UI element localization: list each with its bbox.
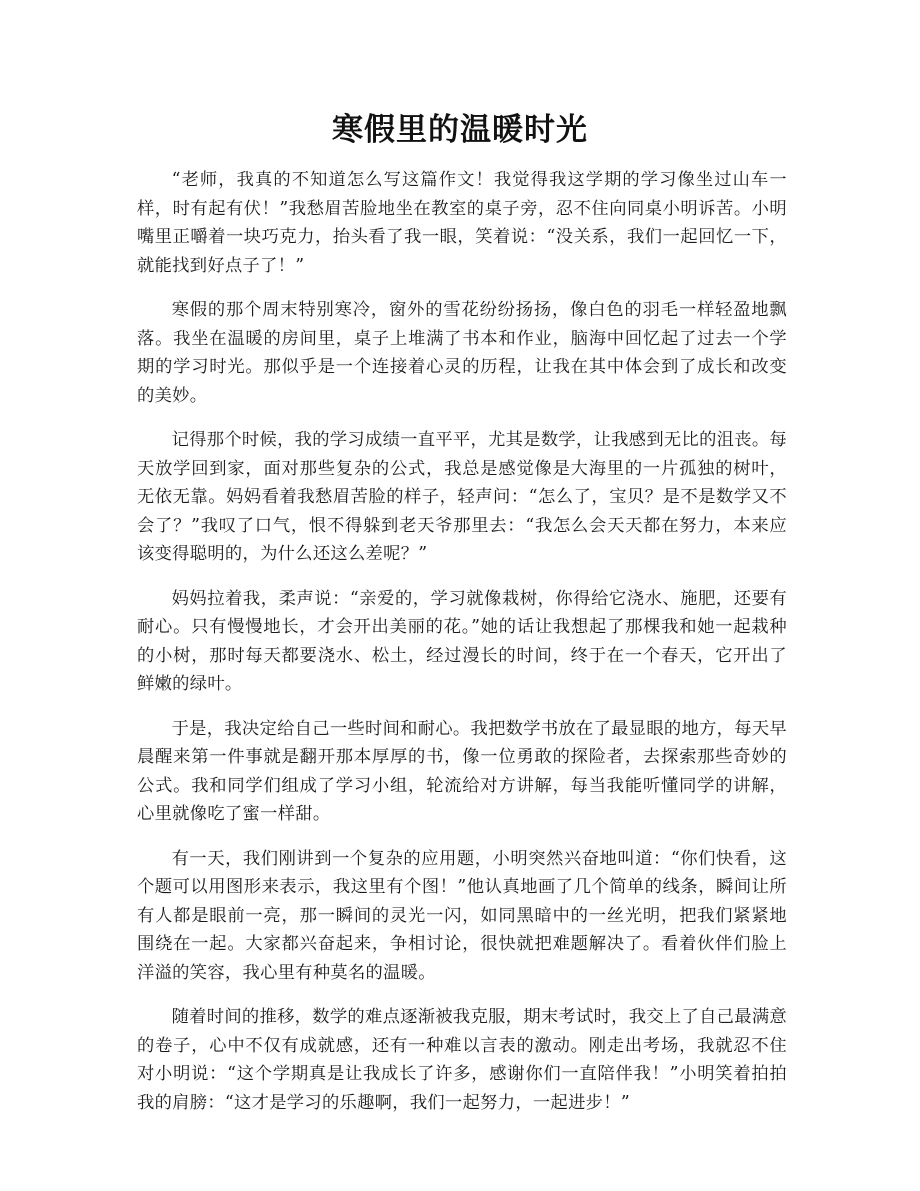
paragraph: “老师，我真的不知道怎么写这篇作文！我觉得我这学期的学习像坐过山车一样，时有起有伏！”我愁眉苦脸地坐在教室的桌子旁，忍不住向同桌小明诉苦。小明嘴里正嚼着一块巧克力，抬头看了我一眼，笑着说：“没关系，我们一起回忆一下，就能找到好点子了！”: [137, 170, 787, 276]
paragraph: 随着时间的推移，数学的难点逐渐被我克服，期末考试时，我交上了自己最满意的卷子，心中不仅有成就感，还有一种难以言表的激动。刚走出考场，我就忍不住对小明说：“这个学期真是让我成长了许多，感谢你们一直陪伴我！”小明笑着拍拍我的肩膀：“这才是学习的乐趣啊，我们一起努力，一起进步！”: [137, 1007, 787, 1113]
paragraph: 有一天，我们刚讲到一个复杂的应用题，小明突然兴奋地叫道：“你们快看，这个题可以用图形来表示，我这里有个图！”他认真地画了几个简单的线条，瞬间让所有人都是眼前一亮，那一瞬间的灵光一闪，如同黑暗中的一丝光明，把我们紧紧地围绕在一起。大家都兴奋起来，争相讨论，很快就把难题解决了。看着伙伴们脸上洋溢的笑容，我心里有种莫名的温暖。: [137, 848, 787, 983]
document-body: [137, 166, 787, 1133]
paragraph: 妈妈拉着我，柔声说：“亲爱的，学习就像栽树，你得给它浇水、施肥，还要有耐心。只有慢慢地长，才会开出美丽的花。”她的话让我想起了那棵我和她一起栽种的小树，那时每天都要浇水、松土，经过漫长的时间，终于在一个春天，它开出了鲜嫩的绿叶。: [137, 588, 787, 694]
document-title: 寒假里的温暖时光: [332, 112, 588, 148]
paragraph: 于是，我决定给自己一些时间和耐心。我把数学书放在了最显眼的地方，每天早晨醒来第一件事就是翻开那本厚厚的书，像一位勇敢的探险者，去探索那些奇妙的公式。我和同学们组成了学习小组，轮流给对方讲解，每当我能听懂同学的讲解，心里就像吃了蜜一样甜。: [137, 718, 787, 824]
paragraph: 记得那个时候，我的学习成绩一直平平，尤其是数学，让我感到无比的沮丧。每天放学回到家，面对那些复杂的公式，我总是感觉像是大海里的一片孤独的树叶，无依无靠。妈妈看着我愁眉苦脸的样子，轻声问：“怎么了，宝贝？是不是数学又不会了？”我叹了口气，恨不得躲到老天爷那里去：“我怎么会天天都在努力，本来应该变得聪明的，为什么还这么差呢？”: [137, 430, 787, 564]
paragraph: 寒假的那个周末特别寒冷，窗外的雪花纷纷扬扬，像白色的羽毛一样轻盈地飘落。我坐在温暖的房间里，桌子上堆满了书本和作业，脑海中回忆起了过去一个学期的学习时光。那似乎是一个连接着心灵的历程，让我在其中体会到了成长和改变的美妙。: [137, 300, 787, 406]
